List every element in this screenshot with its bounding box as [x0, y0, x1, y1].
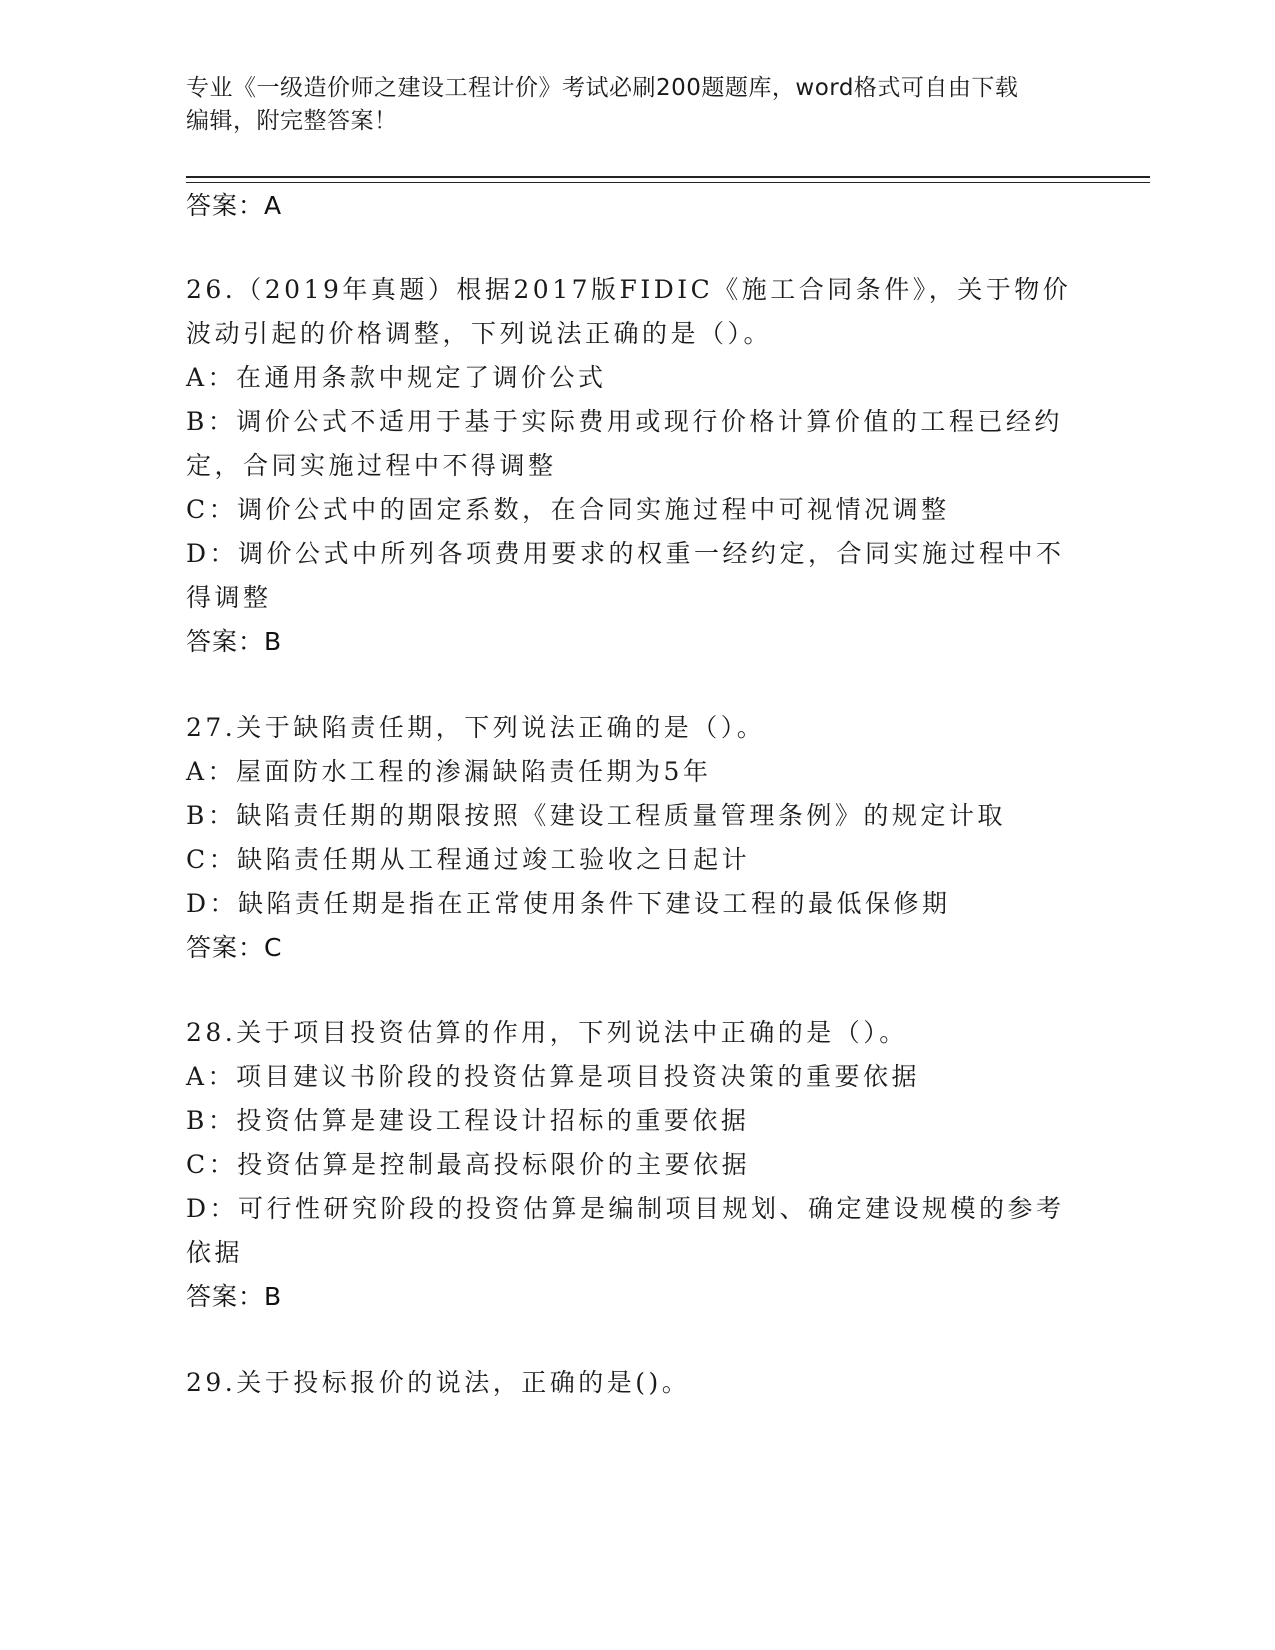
q26-answer: 答案：B: [186, 627, 283, 656]
q28-option-b: B：投资估算是建设工程设计招标的重要依据: [186, 1106, 750, 1135]
q26-option-c: C：调价公式中的固定系数，在合同实施过程中可视情况调整: [186, 495, 950, 524]
header-line-2: 编辑，附完整答案！: [186, 108, 398, 134]
q28-answer: 答案：B: [186, 1282, 283, 1311]
q27-answer: 答案：C: [186, 933, 283, 962]
q26-stem-line-2: 波动引起的价格调整，下列说法正确的是（）。: [186, 319, 773, 348]
header-divider-thick: [186, 176, 1150, 178]
q28-stem: 28.关于项目投资估算的作用，下列说法中正确的是（）。: [186, 1018, 908, 1047]
q27-option-a: A：屋面防水工程的渗漏缺陷责任期为5年: [186, 757, 712, 786]
q26-option-a: A：在通用条款中规定了调价公式: [186, 363, 607, 392]
q28-option-c: C：投资估算是控制最高投标限价的主要依据: [186, 1150, 751, 1179]
document-header: [186, 72, 1066, 138]
q28-option-d-line-2: 依据: [186, 1238, 244, 1267]
q26-stem-line-1: 26.（2019年真题）根据2017版FIDIC《施工合同条件》，关于物价: [186, 275, 1072, 304]
q26-option-d-line-1: D：调价公式中所列各项费用要求的权重一经约定，合同实施过程中不: [186, 539, 1065, 568]
q29-stem: 29.关于投标报价的说法，正确的是()。: [186, 1368, 691, 1397]
header-line-1: 专业《一级造价师之建设工程计价》考试必刷200题题库，word格式可自由下载: [186, 75, 1019, 101]
q26-option-b-line-2: 定，合同实施过程中不得调整: [186, 451, 557, 480]
header-divider-thin: [186, 182, 1150, 183]
q27-option-d: D：缺陷责任期是指在正常使用条件下建设工程的最低保修期: [186, 889, 951, 918]
q28-option-d-line-1: D：可行性研究阶段的投资估算是编制项目规划、确定建设规模的参考: [186, 1194, 1065, 1223]
q27-option-c: C：缺陷责任期从工程通过竣工验收之日起计: [186, 845, 751, 874]
q26-option-b-line-1: B：调价公式不适用于基于实际费用或现行价格计算价值的工程已经约: [186, 407, 1063, 436]
q27-stem: 27.关于缺陷责任期，下列说法正确的是（）。: [186, 713, 766, 742]
q28-option-a: A：项目建议书阶段的投资估算是项目投资决策的重要依据: [186, 1062, 921, 1091]
q26-option-d-line-2: 得调整: [186, 583, 272, 612]
q27-option-b: B：缺陷责任期的期限按照《建设工程质量管理条例》的规定计取: [186, 801, 1006, 830]
previous-answer: 答案：A: [186, 191, 283, 220]
